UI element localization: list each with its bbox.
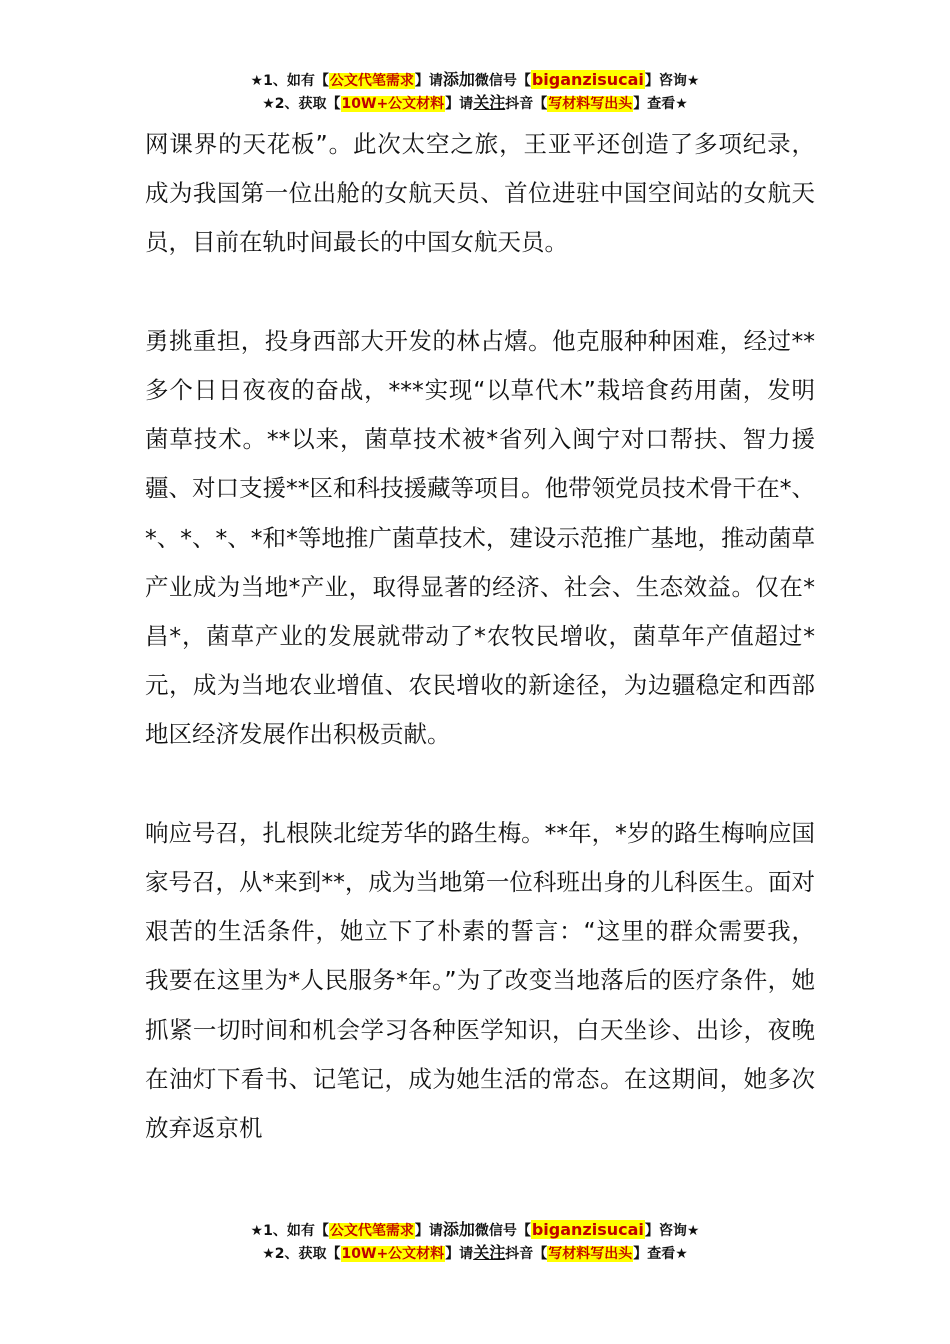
promo-text: ★1、如有【 [250, 73, 329, 89]
promo-text: ★2、获取【 [262, 1246, 341, 1262]
promo-text: 抖音【 [505, 96, 548, 112]
paragraph-wang-yaping: 网课界的天花板”。此次太空之旅，王亚平还创造了多项纪录，成为我国第一位出舱的女航天员、首位进驻中国空间站的女航天员，目前在轨时间最长的中国女航天员。 [145, 130, 815, 257]
promo-text: ★1、如有【 [250, 1223, 329, 1239]
douyin-id-highlight: 写材料写出头 [548, 96, 633, 112]
paragraph-lin-zhanxi: 勇挑重担，投身西部大开发的林占熺。他克服种种困难，经过**多个日日夜夜的奋战，***实现“以草代木”栽培食药用菌，发明菌草技术。**以来，菌草技术被*省列入闽宁对口帮扶、智力援疆、对口支援**区和科技援藏等项目。他带领党员技术骨干在*、*、*、*、*和*等地推广菌草技术，建设示范推广基地，推动菌草产业成为当地*产业，取得显著的经济、社会、生态效益。仅在*昌*，菌草产业的发展就带动了*农牧民增收，菌草年产值超过*元，成为当地农业增值、农民增收的新途径，为边疆稳定和西部地区经济发展作出积极贡献。 [145, 326, 815, 749]
promo-text: 】查看★ [633, 1246, 688, 1262]
promo-emphasis: 添加 [442, 1220, 475, 1239]
promo-text: 】请 [414, 1223, 443, 1239]
paragraph-lu-shengmei: 响应号召，扎根陕北绽芳华的路生梅。**年，*岁的路生梅响应国家号召，从*来到**，成为当地第一位科班出身的儿科医生。面对艰苦的生活条件，她立下了朴素的誓言：“这里的群众需要我，我要在这里为*人民服务*年。”为了改变当地落后的医疗条件，她抓紧一切时间和机会学习各种医学知识，白天坐诊、出诊，夜晚在油灯下看书、记笔记，成为她生活的常态。在这期间，她多次放弃返京机 [145, 818, 815, 1143]
wechat-id-highlight: biganzisucai [531, 1220, 644, 1239]
promo-line-2 [0, 1242, 950, 1265]
promo-highlight: 公文代笔需求 [329, 73, 414, 89]
wechat-id-highlight: biganzisucai [531, 70, 644, 89]
promo-emphasis: 关注 [473, 93, 506, 112]
promo-text: 微信号【 [474, 1223, 531, 1239]
promo-emphasis: 添加 [442, 70, 475, 89]
document-body [145, 120, 815, 1153]
promo-text: 】请 [445, 96, 474, 112]
promo-emphasis: 关注 [473, 1243, 506, 1262]
promo-highlight: 10W+公文材料 [341, 96, 445, 112]
promo-text: 】咨询★ [644, 73, 700, 89]
footer-promo-banner [0, 1219, 950, 1265]
promo-text: 】查看★ [633, 96, 688, 112]
promo-line-2 [0, 92, 950, 115]
header-promo-banner [0, 69, 950, 115]
promo-line-1 [0, 1219, 950, 1242]
promo-highlight: 10W+公文材料 [341, 1246, 445, 1262]
promo-text: 】请 [445, 1246, 474, 1262]
promo-highlight: 公文代笔需求 [329, 1223, 414, 1239]
promo-text: 微信号【 [474, 73, 531, 89]
promo-text: 】请 [414, 73, 443, 89]
promo-text: 抖音【 [505, 1246, 548, 1262]
douyin-id-highlight: 写材料写出头 [548, 1246, 633, 1262]
promo-text: ★2、获取【 [262, 96, 341, 112]
promo-line-1 [0, 69, 950, 92]
promo-text: 】咨询★ [644, 1223, 700, 1239]
